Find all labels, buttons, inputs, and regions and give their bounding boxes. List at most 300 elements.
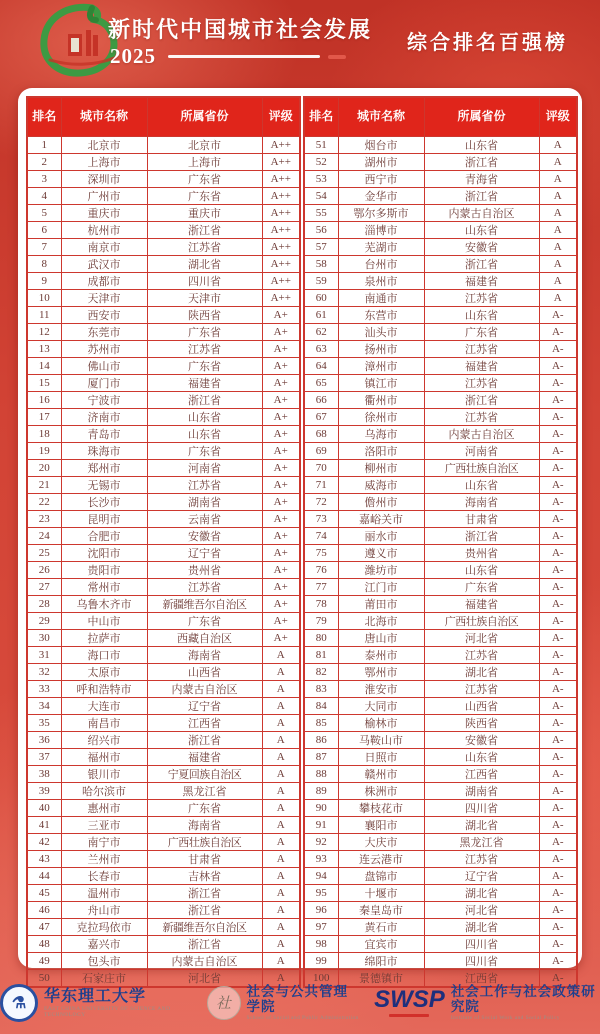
city-cell: 烟台市: [338, 136, 424, 153]
table-row: [304, 731, 577, 748]
city-cell: 北京市: [61, 136, 147, 153]
table-row: [27, 459, 300, 476]
city-cell: 金华市: [338, 187, 424, 204]
city-cell: 昆明市: [61, 510, 147, 527]
university-name: 华东理工大学: [44, 988, 147, 1006]
rating-cell: A: [539, 170, 577, 187]
rank-cell: 63: [304, 340, 338, 357]
rank-cell: 10: [27, 289, 61, 306]
province-cell: 广东省: [147, 357, 262, 374]
table-row: [27, 884, 300, 901]
table-row: [304, 204, 577, 221]
rank-cell: 22: [27, 493, 61, 510]
table-row: [27, 493, 300, 510]
rank-cell: 3: [27, 170, 61, 187]
rating-cell: A-: [539, 391, 577, 408]
table-row: [304, 374, 577, 391]
city-cell: 湖州市: [338, 153, 424, 170]
province-cell: 江苏省: [147, 578, 262, 595]
city-cell: 佛山市: [61, 357, 147, 374]
rating-cell: A-: [539, 510, 577, 527]
province-cell: 海南省: [147, 646, 262, 663]
rating-cell: A+: [262, 527, 300, 544]
rank-cell: 64: [304, 357, 338, 374]
rating-cell: A-: [539, 459, 577, 476]
city-cell: 太原市: [61, 663, 147, 680]
school-name: 社会与公共管理学院: [246, 984, 348, 1014]
city-cell: 衢州市: [338, 391, 424, 408]
table-row: [304, 595, 577, 612]
table-row: [27, 578, 300, 595]
rating-cell: A-: [539, 408, 577, 425]
table-row: [27, 170, 300, 187]
province-cell: 安徽省: [424, 238, 539, 255]
rating-cell: A++: [262, 272, 300, 289]
city-cell: 徐州市: [338, 408, 424, 425]
org-school: [207, 985, 361, 1021]
city-cell: 乌鲁木齐市: [61, 595, 147, 612]
city-cell: 江门市: [338, 578, 424, 595]
table-row: [304, 442, 577, 459]
province-cell: 甘肃省: [147, 850, 262, 867]
rating-cell: A+: [262, 442, 300, 459]
province-cell: 海南省: [424, 493, 539, 510]
city-cell: 泰州市: [338, 646, 424, 663]
city-cell: 南通市: [338, 289, 424, 306]
table-row: [27, 374, 300, 391]
province-cell: 广西壮族自治区: [424, 612, 539, 629]
table-row: [27, 816, 300, 833]
province-cell: 湖北省: [424, 816, 539, 833]
city-cell: 南宁市: [61, 833, 147, 850]
rank-cell: 88: [304, 765, 338, 782]
rank-cell: 5: [27, 204, 61, 221]
rating-cell: A-: [539, 935, 577, 952]
rating-cell: A-: [539, 561, 577, 578]
rating-cell: A-: [539, 527, 577, 544]
province-cell: 福建省: [424, 272, 539, 289]
rating-cell: A-: [539, 867, 577, 884]
rank-cell: 100: [304, 969, 338, 987]
table-row: [304, 833, 577, 850]
table-row: [27, 306, 300, 323]
rating-cell: A-: [539, 544, 577, 561]
table-row: [27, 629, 300, 646]
rank-cell: 97: [304, 918, 338, 935]
table-row: [304, 340, 577, 357]
table-row: [304, 935, 577, 952]
rank-cell: 4: [27, 187, 61, 204]
rating-cell: A-: [539, 765, 577, 782]
rank-cell: 52: [304, 153, 338, 170]
city-cell: 攀枝花市: [338, 799, 424, 816]
province-cell: 广东省: [147, 170, 262, 187]
city-cell: 株洲市: [338, 782, 424, 799]
rating-cell: A-: [539, 340, 577, 357]
province-cell: 四川省: [147, 272, 262, 289]
rank-cell: 49: [27, 952, 61, 969]
city-cell: 无锡市: [61, 476, 147, 493]
rating-cell: A-: [539, 612, 577, 629]
city-cell: 天津市: [61, 289, 147, 306]
province-cell: 北京市: [147, 136, 262, 153]
rank-cell: 81: [304, 646, 338, 663]
city-cell: 扬州市: [338, 340, 424, 357]
city-cell: 南昌市: [61, 714, 147, 731]
rating-cell: A+: [262, 323, 300, 340]
table-row: [304, 782, 577, 799]
table-row: [304, 527, 577, 544]
province-cell: 广东省: [147, 442, 262, 459]
province-cell: 湖北省: [424, 884, 539, 901]
ranking-title: 综合排名百强榜: [407, 32, 568, 54]
rank-cell: 99: [304, 952, 338, 969]
rating-cell: A: [262, 952, 300, 969]
province-cell: 江苏省: [424, 646, 539, 663]
rating-cell: A: [262, 884, 300, 901]
table-row: [27, 221, 300, 238]
city-cell: 郑州市: [61, 459, 147, 476]
province-cell: 广东省: [424, 323, 539, 340]
city-cell: 兰州市: [61, 850, 147, 867]
rating-cell: A-: [539, 663, 577, 680]
table-row: [304, 850, 577, 867]
rank-cell: 55: [304, 204, 338, 221]
province-cell: 内蒙古自治区: [424, 204, 539, 221]
table-row: [27, 918, 300, 935]
province-cell: 云南省: [147, 510, 262, 527]
university-subtitle: EAST CHINA UNIVERSITY OF SCIENCE AND TECHNOLOGY: [44, 1005, 171, 1018]
rating-cell: A-: [539, 731, 577, 748]
city-cell: 鄂尔多斯市: [338, 204, 424, 221]
rating-cell: A++: [262, 204, 300, 221]
table-row: [27, 901, 300, 918]
province-cell: 福建省: [147, 748, 262, 765]
table-row: [304, 816, 577, 833]
province-cell: 山西省: [424, 697, 539, 714]
rating-cell: A: [262, 748, 300, 765]
rating-cell: A-: [539, 816, 577, 833]
city-cell: 呼和浩特市: [61, 680, 147, 697]
province-cell: 山东省: [424, 306, 539, 323]
rating-cell: A-: [539, 799, 577, 816]
city-cell: 贵阳市: [61, 561, 147, 578]
rating-cell: A: [262, 697, 300, 714]
table-row: [304, 493, 577, 510]
table-row: [304, 255, 577, 272]
ranking-table-left: [26, 96, 301, 988]
province-cell: 陕西省: [424, 714, 539, 731]
rating-cell: A: [262, 918, 300, 935]
table-row: [304, 272, 577, 289]
table-row: [304, 714, 577, 731]
rank-cell: 82: [304, 663, 338, 680]
table-row: [304, 561, 577, 578]
rating-cell: A++: [262, 255, 300, 272]
city-cell: 日照市: [338, 748, 424, 765]
rank-cell: 31: [27, 646, 61, 663]
province-cell: 陕西省: [147, 306, 262, 323]
city-cell: 青岛市: [61, 425, 147, 442]
rank-cell: 21: [27, 476, 61, 493]
rank-cell: 80: [304, 629, 338, 646]
city-cell: 杭州市: [61, 221, 147, 238]
city-cell: 沈阳市: [61, 544, 147, 561]
rating-cell: A+: [262, 340, 300, 357]
rank-cell: 12: [27, 323, 61, 340]
rating-cell: A-: [539, 646, 577, 663]
province-cell: 江西省: [147, 714, 262, 731]
rating-cell: A-: [539, 850, 577, 867]
table-row: [304, 884, 577, 901]
rank-cell: 26: [27, 561, 61, 578]
city-cell: 潍坊市: [338, 561, 424, 578]
province-cell: 湖南省: [424, 782, 539, 799]
province-cell: 广东省: [147, 799, 262, 816]
city-cell: 银川市: [61, 765, 147, 782]
rating-cell: A: [539, 204, 577, 221]
city-cell: 珠海市: [61, 442, 147, 459]
city-cell: 重庆市: [61, 204, 147, 221]
province-cell: 福建省: [424, 595, 539, 612]
rank-cell: 8: [27, 255, 61, 272]
table-row: [304, 799, 577, 816]
province-cell: 江苏省: [147, 476, 262, 493]
province-cell: 河北省: [424, 629, 539, 646]
table-row: [304, 238, 577, 255]
rank-cell: 66: [304, 391, 338, 408]
city-cell: 包头市: [61, 952, 147, 969]
city-cell: 襄阳市: [338, 816, 424, 833]
province-cell: 安徽省: [147, 527, 262, 544]
city-cell: 石家庄市: [61, 969, 147, 987]
rating-cell: A: [262, 816, 300, 833]
rank-cell: 76: [304, 561, 338, 578]
ranking-table-right: [303, 96, 578, 988]
city-cell: 广州市: [61, 187, 147, 204]
province-cell: 江苏省: [424, 340, 539, 357]
table-row: [304, 425, 577, 442]
city-cell: 拉萨市: [61, 629, 147, 646]
province-cell: 浙江省: [147, 935, 262, 952]
province-cell: 广西壮族自治区: [424, 459, 539, 476]
rating-cell: A-: [539, 782, 577, 799]
city-cell: 常州市: [61, 578, 147, 595]
rank-cell: 60: [304, 289, 338, 306]
rank-cell: 78: [304, 595, 338, 612]
rating-cell: A-: [539, 884, 577, 901]
city-cell: 绵阳市: [338, 952, 424, 969]
rating-cell: A: [262, 867, 300, 884]
rank-cell: 84: [304, 697, 338, 714]
rank-cell: 85: [304, 714, 338, 731]
rank-cell: 86: [304, 731, 338, 748]
rank-cell: 79: [304, 612, 338, 629]
city-cell: 连云港市: [338, 850, 424, 867]
rank-cell: 45: [27, 884, 61, 901]
city-cell: 淮安市: [338, 680, 424, 697]
province-cell: 贵州省: [424, 544, 539, 561]
swsp-logo: [374, 988, 445, 1017]
rating-cell: A: [539, 289, 577, 306]
rank-cell: 2: [27, 153, 61, 170]
province-cell: 四川省: [424, 799, 539, 816]
city-cell: 舟山市: [61, 901, 147, 918]
rating-cell: A: [262, 833, 300, 850]
city-cell: 厦门市: [61, 374, 147, 391]
rank-cell: 15: [27, 374, 61, 391]
rank-cell: 43: [27, 850, 61, 867]
rank-cell: 1: [27, 136, 61, 153]
province-cell: 海南省: [147, 816, 262, 833]
province-cell: 吉林省: [147, 867, 262, 884]
rank-cell: 39: [27, 782, 61, 799]
rating-cell: A: [539, 136, 577, 153]
province-cell: 内蒙古自治区: [147, 952, 262, 969]
rating-cell: A: [262, 680, 300, 697]
province-cell: 山东省: [147, 408, 262, 425]
province-cell: 四川省: [424, 935, 539, 952]
rating-cell: A++: [262, 289, 300, 306]
table-row: [27, 357, 300, 374]
rank-cell: 94: [304, 867, 338, 884]
rating-cell: A: [262, 782, 300, 799]
rank-cell: 53: [304, 170, 338, 187]
table-row: [27, 595, 300, 612]
rank-cell: 91: [304, 816, 338, 833]
rank-cell: 13: [27, 340, 61, 357]
province-cell: 山东省: [147, 425, 262, 442]
col-header-rating: 评级: [539, 97, 577, 136]
table-row: [304, 391, 577, 408]
rating-cell: A-: [539, 595, 577, 612]
rating-cell: A: [262, 799, 300, 816]
city-cell: 东营市: [338, 306, 424, 323]
table-header-right: [304, 97, 577, 136]
table-row: [304, 697, 577, 714]
province-cell: 安徽省: [424, 731, 539, 748]
table-row: [27, 663, 300, 680]
table-row: [304, 867, 577, 884]
province-cell: 浙江省: [147, 884, 262, 901]
rank-cell: 16: [27, 391, 61, 408]
province-cell: 广东省: [147, 187, 262, 204]
col-header-rating: 评级: [262, 97, 300, 136]
table-row: [27, 952, 300, 969]
province-cell: 浙江省: [147, 221, 262, 238]
province-cell: 浙江省: [424, 153, 539, 170]
city-cell: 芜湖市: [338, 238, 424, 255]
rating-cell: A+: [262, 374, 300, 391]
city-cell: 宁波市: [61, 391, 147, 408]
province-cell: 重庆市: [147, 204, 262, 221]
city-cell: 济南市: [61, 408, 147, 425]
city-cell: 大同市: [338, 697, 424, 714]
table-row: [27, 731, 300, 748]
city-cell: 儋州市: [338, 493, 424, 510]
province-cell: 广东省: [147, 323, 262, 340]
city-cell: 榆林市: [338, 714, 424, 731]
province-cell: 贵州省: [147, 561, 262, 578]
rating-cell: A-: [539, 476, 577, 493]
col-header-rank: 排名: [27, 97, 61, 136]
province-cell: 河北省: [424, 901, 539, 918]
rank-cell: 38: [27, 765, 61, 782]
table-row: [27, 476, 300, 493]
province-cell: 广西壮族自治区: [147, 833, 262, 850]
province-cell: 上海市: [147, 153, 262, 170]
table-row: [304, 952, 577, 969]
rank-cell: 70: [304, 459, 338, 476]
rank-cell: 92: [304, 833, 338, 850]
province-cell: 江苏省: [424, 289, 539, 306]
city-cell: 哈尔滨市: [61, 782, 147, 799]
rank-cell: 51: [304, 136, 338, 153]
table-row: [27, 714, 300, 731]
rank-cell: 93: [304, 850, 338, 867]
swsp-underline: [389, 1014, 429, 1017]
rating-cell: A++: [262, 221, 300, 238]
table-row: [27, 561, 300, 578]
rating-cell: A+: [262, 357, 300, 374]
rating-cell: A++: [262, 136, 300, 153]
org-university: [0, 984, 193, 1022]
city-cell: 赣州市: [338, 765, 424, 782]
province-cell: 山东省: [424, 748, 539, 765]
table-row: [304, 629, 577, 646]
rating-cell: A++: [262, 170, 300, 187]
province-cell: 山东省: [424, 476, 539, 493]
province-cell: 辽宁省: [147, 697, 262, 714]
rating-cell: A-: [539, 697, 577, 714]
city-cell: 景德镇市: [338, 969, 424, 987]
rating-cell: A: [539, 272, 577, 289]
rank-cell: 95: [304, 884, 338, 901]
province-cell: 江苏省: [147, 340, 262, 357]
table-row: [27, 153, 300, 170]
institute-subtitle: Institute of Social Work and Social Policy: [450, 1014, 560, 1021]
rank-cell: 20: [27, 459, 61, 476]
university-logo-icon: ⚗: [0, 984, 38, 1022]
rank-cell: 23: [27, 510, 61, 527]
city-cell: 乌海市: [338, 425, 424, 442]
table-row: [27, 340, 300, 357]
rank-cell: 50: [27, 969, 61, 987]
table-row: [304, 153, 577, 170]
city-cell: 福州市: [61, 748, 147, 765]
rating-cell: A: [539, 153, 577, 170]
province-cell: 湖北省: [147, 255, 262, 272]
city-cell: 武汉市: [61, 255, 147, 272]
year-row: [110, 44, 346, 69]
rank-cell: 54: [304, 187, 338, 204]
city-cell: 汕头市: [338, 323, 424, 340]
rank-cell: 47: [27, 918, 61, 935]
province-cell: 浙江省: [147, 731, 262, 748]
province-cell: 广东省: [424, 578, 539, 595]
province-cell: 江苏省: [147, 238, 262, 255]
rank-cell: 9: [27, 272, 61, 289]
city-cell: 海口市: [61, 646, 147, 663]
rating-cell: A: [262, 731, 300, 748]
city-cell: 莆田市: [338, 595, 424, 612]
decor-dash: [328, 55, 346, 59]
province-cell: 新疆维吾尔自治区: [147, 595, 262, 612]
rating-cell: A-: [539, 323, 577, 340]
rank-cell: 37: [27, 748, 61, 765]
rank-cell: 40: [27, 799, 61, 816]
table-row: [27, 646, 300, 663]
